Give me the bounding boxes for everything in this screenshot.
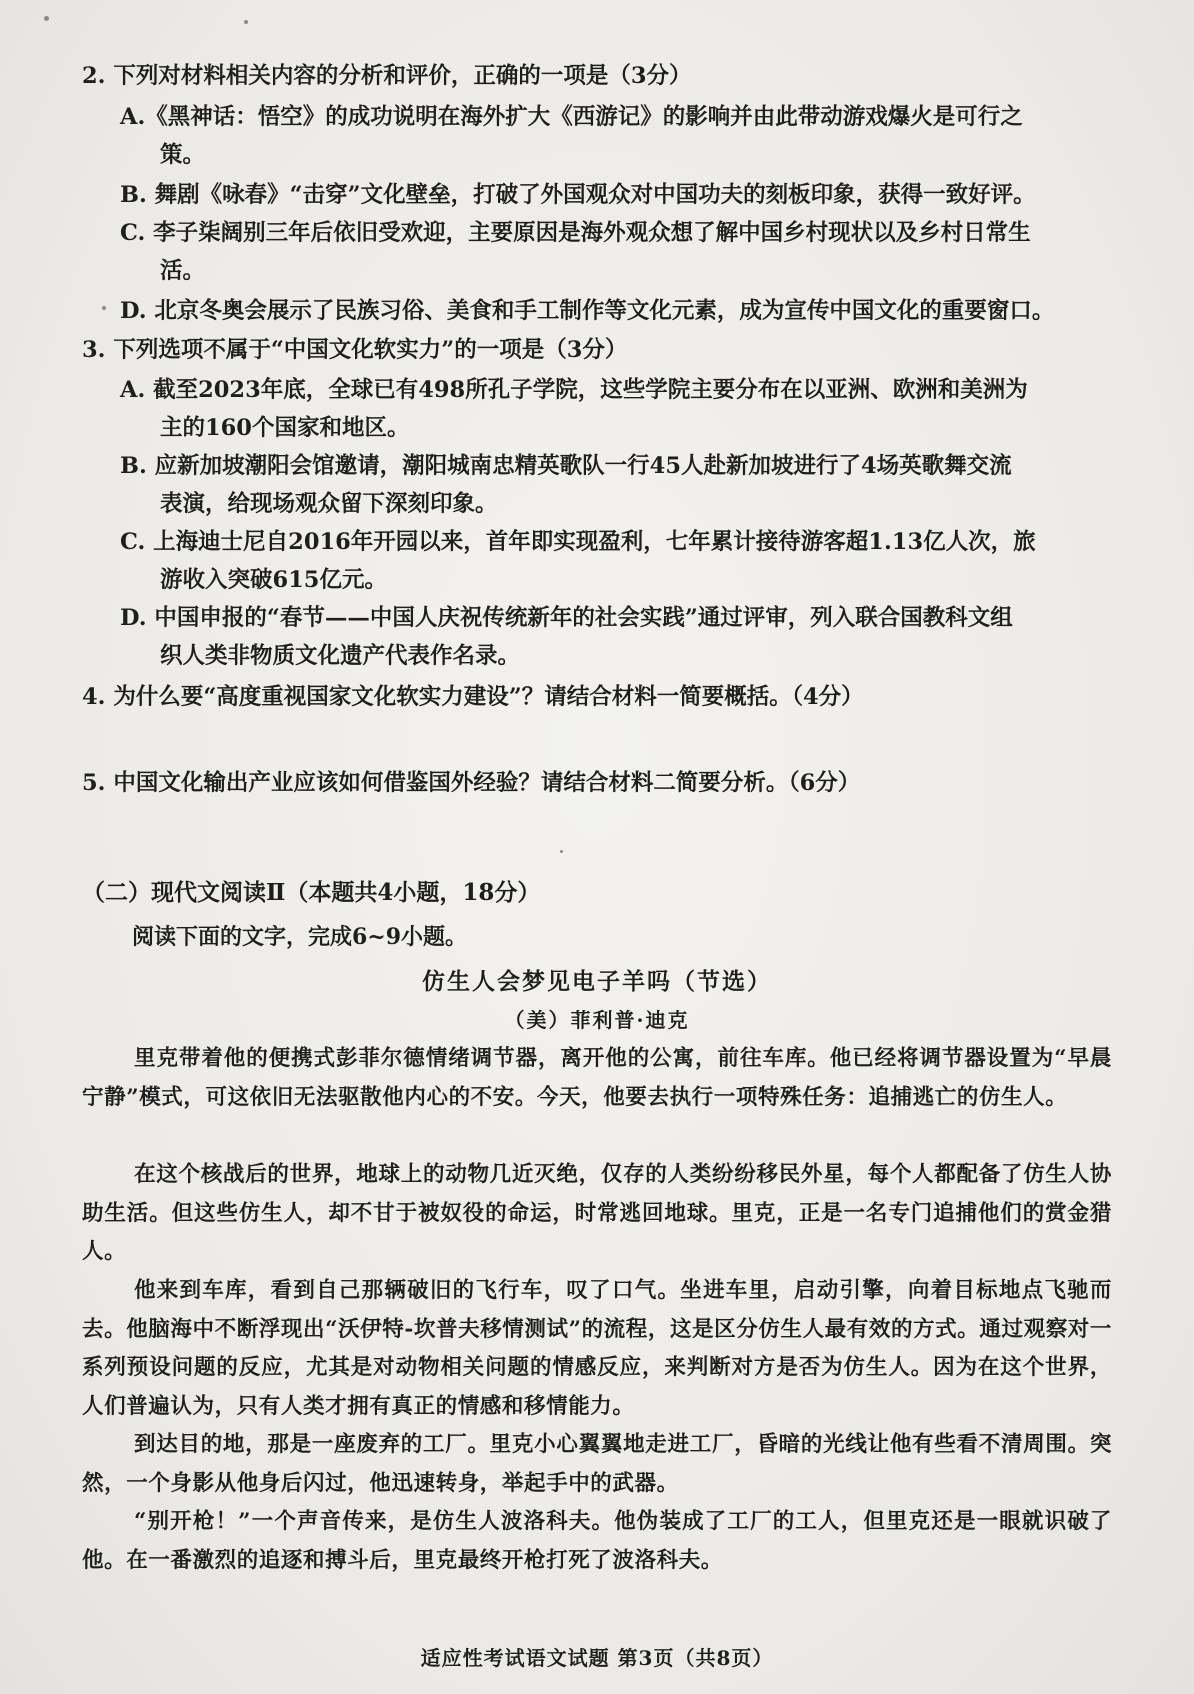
option-text-continued: 织人类非物质文化遗产代表作名录。 [160, 643, 521, 669]
option-text: A.《黑神话：悟空》的成功说明在海外扩大《西游记》的影响并由此带动游戏爆火是可行之 [120, 104, 1023, 130]
option-text: A. 截至2023年底，全球已有498所孔子学院，这些学院主要分布在以亚洲、欧洲和美洲为 [120, 377, 1028, 403]
option-text-continued: 活。 [160, 258, 206, 284]
question-2-option-a [120, 98, 1120, 174]
option-text-continued: 表演，给现场观众留下深刻印象。 [160, 491, 498, 517]
option-text: D. 北京冬奥会展示了民族习俗、美食和手工制作等文化元素，成为宣传中国文化的重要窗口。 [120, 298, 1055, 324]
option-text-continued: 游收入突破615亿元。 [160, 567, 387, 593]
scan-speck [44, 16, 49, 21]
option-text: B. 舞剧《咏春》“击穿”文化壁垒，打破了外国观众对中国功夫的刻板印象，获得一致好评。 [120, 182, 1036, 208]
section-heading: （二）现代文阅读Ⅱ（本题共4小题，18分） [82, 879, 541, 906]
question-3-option-c [120, 523, 1120, 599]
question-3-option-a [120, 371, 1120, 447]
passage-paragraph: 在这个核战后的世界，地球上的动物几近灭绝，仅存的人类纷纷移民外星，每个人都配备了仿生人协助生活。但这些仿生人，却不甘于被奴役的命运，时常逃回地球。里克，正是一名专门追捕他们的赏金猎人。 [82, 1162, 1112, 1264]
page-footer: 适应性考试语文试题 第3页（共8页） [420, 1646, 774, 1670]
option-text-continued: 主的160个国家和地区。 [160, 415, 410, 441]
scan-speck [244, 20, 248, 24]
scan-speck [102, 306, 106, 310]
question-3-option-d [120, 599, 1120, 675]
section-instruction: 阅读下面的文字，完成6~9小题。 [132, 924, 468, 950]
passage-paragraph: “别开枪！”一个声音传来，是仿生人波洛科夫。他伪装成了工厂的工人，但里克还是一眼就识破了他。在一番激烈的追逐和搏斗后，里克最终开枪打死了波洛科夫。 [82, 1509, 1112, 1573]
passage-paragraph: 他来到车库，看到自己那辆破旧的飞行车，叹了口气。坐进车里，启动引擎，向着目标地点飞驰而去。他脑海中不断浮现出“沃伊特-坎普夫移情测试”的流程，这是区分仿生人最有效的方式。通过观察对一系列预设问题的反应，尤其是对动物相关问题的情感反应，来判断对方是否为仿生人。因为在这个世界，人们普遍认为，只有人类才拥有真正的情感和移情能力。 [82, 1278, 1112, 1419]
question-5-stem: 5. 中国文化输出产业应该如何借鉴国外经验？请结合材料二简要分析。（6分） [82, 770, 861, 796]
scan-speck [560, 850, 563, 853]
question-2-stem: 2. 下列对材料相关内容的分析和评价，正确的一项是（3分） [82, 63, 692, 89]
passage-title: 仿生人会梦见电子羊吗（节选） [422, 968, 772, 995]
passage-paragraph: 到达目的地，那是一座废弃的工厂。里克小心翼翼地走进工厂，昏暗的光线让他有些看不清周围。突然，一个身影从他身后闪过，他迅速转身，举起手中的武器。 [82, 1432, 1112, 1496]
option-text: C. 李子柒阔别三年后依旧受欢迎，主要原因是海外观众想了解中国乡村现状以及乡村日常生 [120, 220, 1031, 246]
question-4-stem: 4. 为什么要“高度重视国家文化软实力建设”？请结合材料一简要概括。（4分） [82, 684, 864, 710]
option-text: B. 应新加坡潮阳会馆邀请，潮阳城南忠精英歌队一行45人赴新加坡进行了4场英歌舞交流 [120, 453, 1012, 479]
passage-author: （美）菲利普·迪克 [504, 1008, 690, 1032]
option-text-continued: 策。 [160, 142, 206, 168]
question-2-option-c [120, 214, 1120, 290]
question-3-option-b [120, 447, 1120, 523]
question-2-option-d [120, 292, 1120, 330]
option-text: C. 上海迪士尼自2016年开园以来，首年即实现盈利，七年累计接待游客超1.13亿人次，旅 [120, 529, 1036, 555]
question-3-stem: 3. 下列选项不属于“中国文化软实力”的一项是（3分） [82, 337, 628, 363]
question-2-option-b [120, 176, 1120, 214]
passage-paragraph: 里克带着他的便携式彭菲尔德情绪调节器，离开他的公寓，前往车库。他已经将调节器设置为“早晨宁静”模式，可这依旧无法驱散他内心的不安。今天，他要去执行一项特殊任务：追捕逃亡的仿生人。 [82, 1046, 1112, 1110]
option-text: D. 中国申报的“春节——中国人庆祝传统新年的社会实践”通过评审，列入联合国教科文组 [120, 605, 1013, 631]
